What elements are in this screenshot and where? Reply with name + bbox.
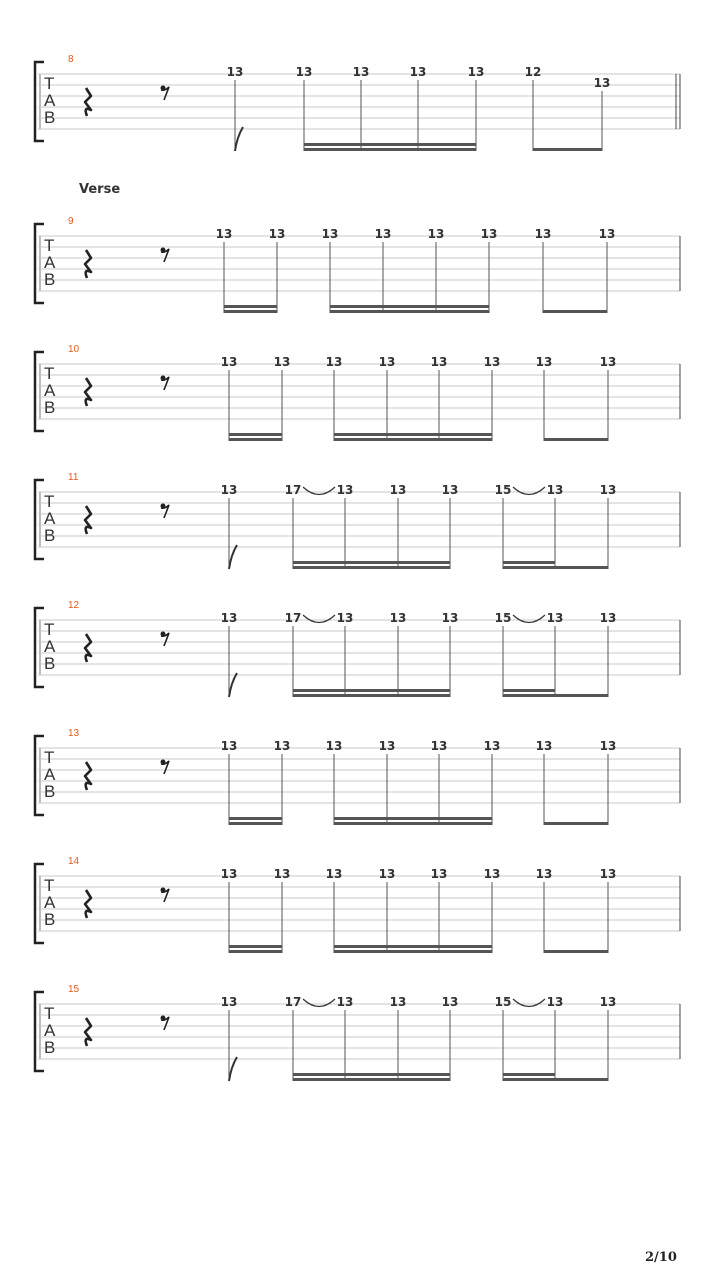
fret-number: 13 (273, 867, 291, 881)
quarter-rest (85, 506, 91, 534)
tab-clef-letter: B (44, 782, 56, 801)
beam (293, 694, 450, 697)
fret-number: 13 (220, 611, 238, 625)
beam (503, 694, 608, 697)
fret-number: 13 (599, 739, 617, 753)
tab-clef-letter: T (44, 876, 55, 895)
beam (503, 689, 555, 692)
beam (224, 305, 277, 308)
quarter-rest (85, 88, 91, 116)
fret-number: 13 (409, 65, 427, 79)
beam (293, 1078, 450, 1081)
fret-number: 13 (483, 739, 501, 753)
beam (304, 143, 476, 146)
beam (224, 310, 277, 313)
fret-number: 13 (546, 611, 564, 625)
fret-number: 13 (483, 355, 501, 369)
note-flag (229, 673, 237, 697)
fret-number: 17 (284, 995, 302, 1009)
fret-number: 13 (483, 867, 501, 881)
beam (544, 822, 608, 825)
page-number: 2/10 (645, 1250, 677, 1265)
fret-number: 13 (336, 611, 354, 625)
beam (544, 438, 608, 441)
fret-number: 13 (535, 867, 553, 881)
tab-clef-letter: B (44, 910, 56, 929)
fret-number: 13 (325, 355, 343, 369)
fret-number: 17 (284, 483, 302, 497)
fret-number: 13 (599, 995, 617, 1009)
beam (503, 1073, 555, 1076)
tab-clef-letter: T (44, 364, 55, 383)
fret-number: 13 (220, 483, 238, 497)
fret-number: 13 (220, 739, 238, 753)
tab-clef-letter: A (44, 91, 56, 110)
beam (503, 566, 608, 569)
fret-number: 13 (352, 65, 370, 79)
fret-number: 13 (220, 995, 238, 1009)
slur (303, 999, 335, 1007)
fret-number: 13 (325, 867, 343, 881)
beam (229, 438, 282, 441)
beam (229, 945, 282, 948)
quarter-rest (85, 378, 91, 406)
beam (330, 310, 489, 313)
quarter-rest (85, 634, 91, 662)
fret-number: 13 (441, 995, 459, 1009)
fret-number: 13 (546, 995, 564, 1009)
beam (334, 433, 492, 436)
beam (544, 950, 608, 953)
beam (503, 1078, 608, 1081)
beam (543, 310, 607, 313)
measure-number: 10 (68, 344, 80, 355)
measure-number: 8 (68, 54, 74, 65)
fret-number: 13 (378, 355, 396, 369)
measure-number: 11 (68, 472, 79, 483)
measure-number: 13 (68, 728, 80, 739)
fret-number: 13 (599, 355, 617, 369)
beam (229, 822, 282, 825)
fret-number: 13 (220, 867, 238, 881)
fret-number: 13 (378, 867, 396, 881)
tab-clef-letter: T (44, 236, 55, 255)
tab-clef-letter: B (44, 270, 56, 289)
quarter-rest (85, 890, 91, 918)
tab-clef-letter: A (44, 253, 56, 272)
beam (334, 822, 492, 825)
quarter-rest (85, 1018, 91, 1046)
fret-number: 13 (599, 611, 617, 625)
fret-number: 13 (273, 739, 291, 753)
fret-number: 13 (374, 227, 392, 241)
beam (334, 945, 492, 948)
beam (503, 561, 555, 564)
fret-number: 15 (494, 611, 512, 625)
beam (334, 817, 492, 820)
slur (303, 487, 335, 495)
slur (513, 999, 545, 1007)
fret-number: 13 (441, 483, 459, 497)
fret-number: 17 (284, 611, 302, 625)
tab-clef-letter: T (44, 74, 55, 93)
measure-number: 12 (68, 600, 80, 611)
note-flag (229, 545, 237, 569)
tab-clef-letter: A (44, 381, 56, 400)
beam (334, 438, 492, 441)
measure-number: 9 (68, 216, 74, 227)
fret-number: 13 (535, 739, 553, 753)
tab-clef-letter: T (44, 492, 55, 511)
note-flag (229, 1057, 237, 1081)
slur (513, 615, 545, 623)
tab-clef-letter: A (44, 1021, 56, 1040)
fret-number: 13 (389, 995, 407, 1009)
fret-number: 13 (295, 65, 313, 79)
tab-clef-letter: B (44, 398, 56, 417)
fret-number: 13 (389, 611, 407, 625)
fret-number: 13 (220, 355, 238, 369)
fret-number: 13 (321, 227, 339, 241)
fret-number: 13 (599, 483, 617, 497)
tab-clef-letter: B (44, 108, 56, 127)
fret-number: 15 (494, 483, 512, 497)
quarter-rest (85, 762, 91, 790)
fret-number: 13 (226, 65, 244, 79)
measure-number: 15 (68, 984, 80, 995)
fret-number: 13 (427, 227, 445, 241)
fret-number: 13 (336, 995, 354, 1009)
fret-number: 13 (430, 867, 448, 881)
fret-number: 13 (378, 739, 396, 753)
beam (293, 561, 450, 564)
tab-clef-letter: T (44, 1004, 55, 1023)
beam (334, 950, 492, 953)
quarter-rest (85, 250, 91, 278)
beam (229, 950, 282, 953)
fret-number: 13 (593, 76, 611, 90)
fret-number: 15 (494, 995, 512, 1009)
slur (303, 615, 335, 623)
note-flag (235, 127, 243, 151)
tab-clef-letter: A (44, 509, 56, 528)
fret-number: 13 (534, 227, 552, 241)
fret-number: 13 (430, 355, 448, 369)
fret-number: 13 (480, 227, 498, 241)
beam (293, 689, 450, 692)
tab-clef-letter: T (44, 748, 55, 767)
beam (293, 1073, 450, 1076)
fret-number: 12 (524, 65, 542, 79)
tab-clef-letter: B (44, 654, 56, 673)
fret-number: 13 (325, 739, 343, 753)
beam (533, 148, 602, 151)
beam (229, 817, 282, 820)
slur (513, 487, 545, 495)
tab-clef-letter: A (44, 637, 56, 656)
tab-clef-letter: B (44, 526, 56, 545)
fret-number: 13 (336, 483, 354, 497)
fret-number: 13 (215, 227, 233, 241)
beam (229, 433, 282, 436)
section-label-verse: Verse (79, 182, 121, 197)
fret-number: 13 (598, 227, 616, 241)
tab-clef-letter: B (44, 1038, 56, 1057)
fret-number: 13 (389, 483, 407, 497)
fret-number: 13 (268, 227, 286, 241)
beam (293, 566, 450, 569)
tab-clef-letter: T (44, 620, 55, 639)
fret-number: 13 (535, 355, 553, 369)
beam (304, 148, 476, 151)
beam (330, 305, 489, 308)
measure-number: 14 (68, 856, 80, 867)
fret-number: 13 (546, 483, 564, 497)
fret-number: 13 (430, 739, 448, 753)
fret-number: 13 (273, 355, 291, 369)
fret-number: 13 (599, 867, 617, 881)
tab-clef-letter: A (44, 893, 56, 912)
fret-number: 13 (441, 611, 459, 625)
fret-number: 13 (467, 65, 485, 79)
tab-clef-letter: A (44, 765, 56, 784)
